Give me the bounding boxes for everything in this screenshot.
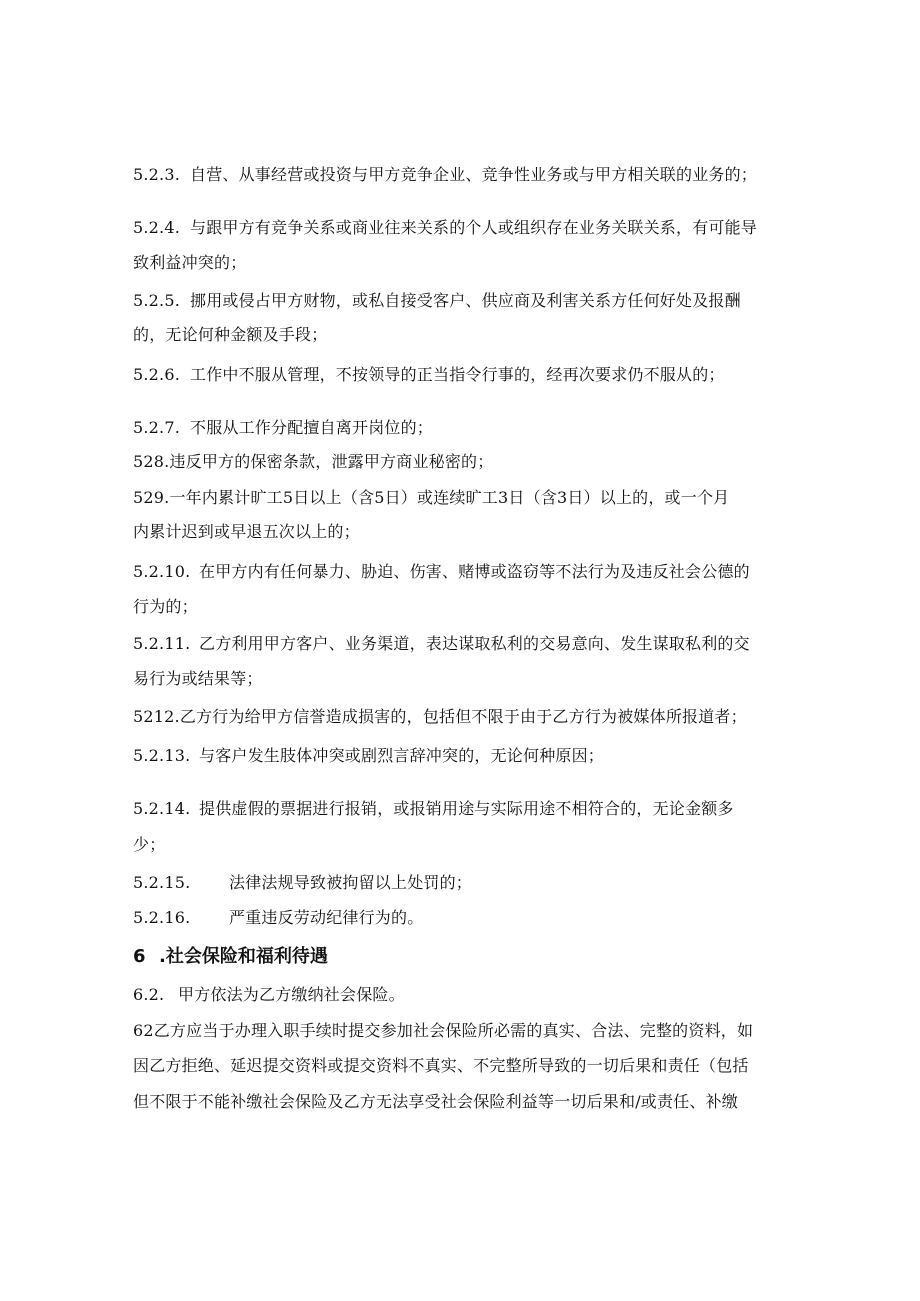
clause-number: 5.2.7. <box>133 418 180 437</box>
section-heading <box>133 946 328 968</box>
clause-text-continuation: 少； <box>133 835 166 854</box>
clause-text: 乙方应当于办理入职手续时提交参加社会保险所必需的真实、合法、完整的资料，如 <box>153 1021 754 1040</box>
clause-5-2-10 <box>133 562 750 582</box>
clause-5-2-13 <box>133 746 604 766</box>
clause-text: 乙方行为给甲方信誉造成损害的，包括但不限于由于乙方行为被媒体所报道者； <box>179 707 747 726</box>
clause-number: 529. <box>133 488 170 507</box>
clause-text: 乙方利用甲方客户、业务渠道，表达谋取私利的交易意向、发生谋取私利的交 <box>199 634 750 653</box>
clause-528 <box>133 452 493 472</box>
clause-text-continuation: 易行为或结果等； <box>133 669 263 688</box>
clause-text-continuation: 致利益冲突的； <box>133 253 247 272</box>
clause-number: 5.2.6. <box>133 365 180 384</box>
clause-number: 6.2. <box>133 985 165 1004</box>
clause-62-continuation-1 <box>133 1056 749 1076</box>
clause-62 <box>133 1021 753 1041</box>
clause-529 <box>133 488 729 508</box>
clause-5-2-6 <box>133 365 725 385</box>
clause-number: 5212. <box>133 707 180 726</box>
clause-number: 5.2.16. <box>133 908 191 927</box>
clause-text: 甲方依法为乙方缴纳社会保险。 <box>178 985 405 1004</box>
clause-5-2-5-continuation <box>133 325 327 345</box>
clause-number: 5.2.10. <box>133 562 191 581</box>
clause-62-continuation-2 <box>133 1092 738 1112</box>
clause-5-2-4 <box>133 218 757 238</box>
clause-5-2-14 <box>133 799 734 819</box>
clause-5-2-10-continuation <box>133 597 198 617</box>
clause-number: 5.2.13. <box>133 746 191 765</box>
clause-text: 挪用或侵占甲方财物，或私自接受客户、供应商及利害关系方任何好处及报酬 <box>190 291 741 310</box>
clause-number: 5.2.14. <box>133 799 191 818</box>
clause-number: 5.2.5. <box>133 291 180 310</box>
clause-5-2-11-continuation <box>133 669 263 689</box>
clause-5-2-16 <box>133 908 423 928</box>
clause-5-2-4-continuation <box>133 253 246 273</box>
clause-5-2-11 <box>133 634 750 654</box>
section-title: .社会保险和福利待遇 <box>159 946 328 967</box>
clause-5-2-15 <box>133 873 472 893</box>
clause-text-continuation: 但不限于不能补缴社会保险及乙方无法享受社会保险利益等一切后果和/或责任、补缴 <box>133 1092 738 1111</box>
clause-5-2-5 <box>133 291 741 311</box>
clause-text: 严重违反劳动纪律行为的。 <box>229 908 424 927</box>
clause-6-2 <box>133 985 405 1005</box>
clause-number: 5.2.4. <box>133 218 180 237</box>
clause-text: 一年内累计旷工5日以上（含5日）或连续旷工3日（含3日）以上的，或一个月 <box>169 488 730 507</box>
clause-number: 5.2.3. <box>133 165 180 184</box>
section-number: 6 <box>133 946 146 967</box>
clause-number: 528. <box>133 452 170 471</box>
clause-text-continuation: 内累计迟到或早退五次以上的； <box>133 522 360 541</box>
clause-5-2-14-continuation <box>133 835 165 855</box>
clause-text: 法律法规导致被拘留以上处罚的； <box>229 873 473 892</box>
clause-text-continuation: 行为的； <box>133 597 198 616</box>
clause-text-continuation: 的，无论何种金额及手段； <box>133 325 328 344</box>
clause-text: 自营、从事经营或投资与甲方竞争企业、竞争性业务或与甲方相关联的业务的； <box>190 165 758 184</box>
clause-text: 提供虚假的票据进行报销，或报销用途与实际用途不相符合的，无论金额多 <box>199 799 734 818</box>
clause-5-2-7 <box>133 418 433 438</box>
clause-text: 与跟甲方有竞争关系或商业往来关系的个人或组织存在业务关联关系，有可能导 <box>190 218 758 237</box>
clause-text: 工作中不服从管理，不按领导的正当指令行事的，经再次要求仍不服从的； <box>190 365 725 384</box>
clause-text: 不服从工作分配擅自离开岗位的； <box>190 418 434 437</box>
clause-text-continuation: 因乙方拒绝、延迟提交资料或提交资料不真实、不完整所导致的一切后果和责任（包括 <box>133 1056 749 1075</box>
clause-text: 与客户发生肢体冲突或剧烈言辞冲突的，无论何种原因； <box>199 746 605 765</box>
clause-5-2-3 <box>133 165 757 185</box>
clause-number: 5.2.15. <box>133 873 191 892</box>
clause-5212 <box>133 707 747 727</box>
clause-text: 违反甲方的保密条款，泄露甲方商业秘密的； <box>169 452 494 471</box>
clause-529-continuation <box>133 522 360 542</box>
clause-number: 62 <box>133 1021 154 1040</box>
clause-text: 在甲方内有任何暴力、胁迫、伤害、赌博或盗窃等不法行为及违反社会公德的 <box>199 562 750 581</box>
clause-number: 5.2.11. <box>133 634 191 653</box>
